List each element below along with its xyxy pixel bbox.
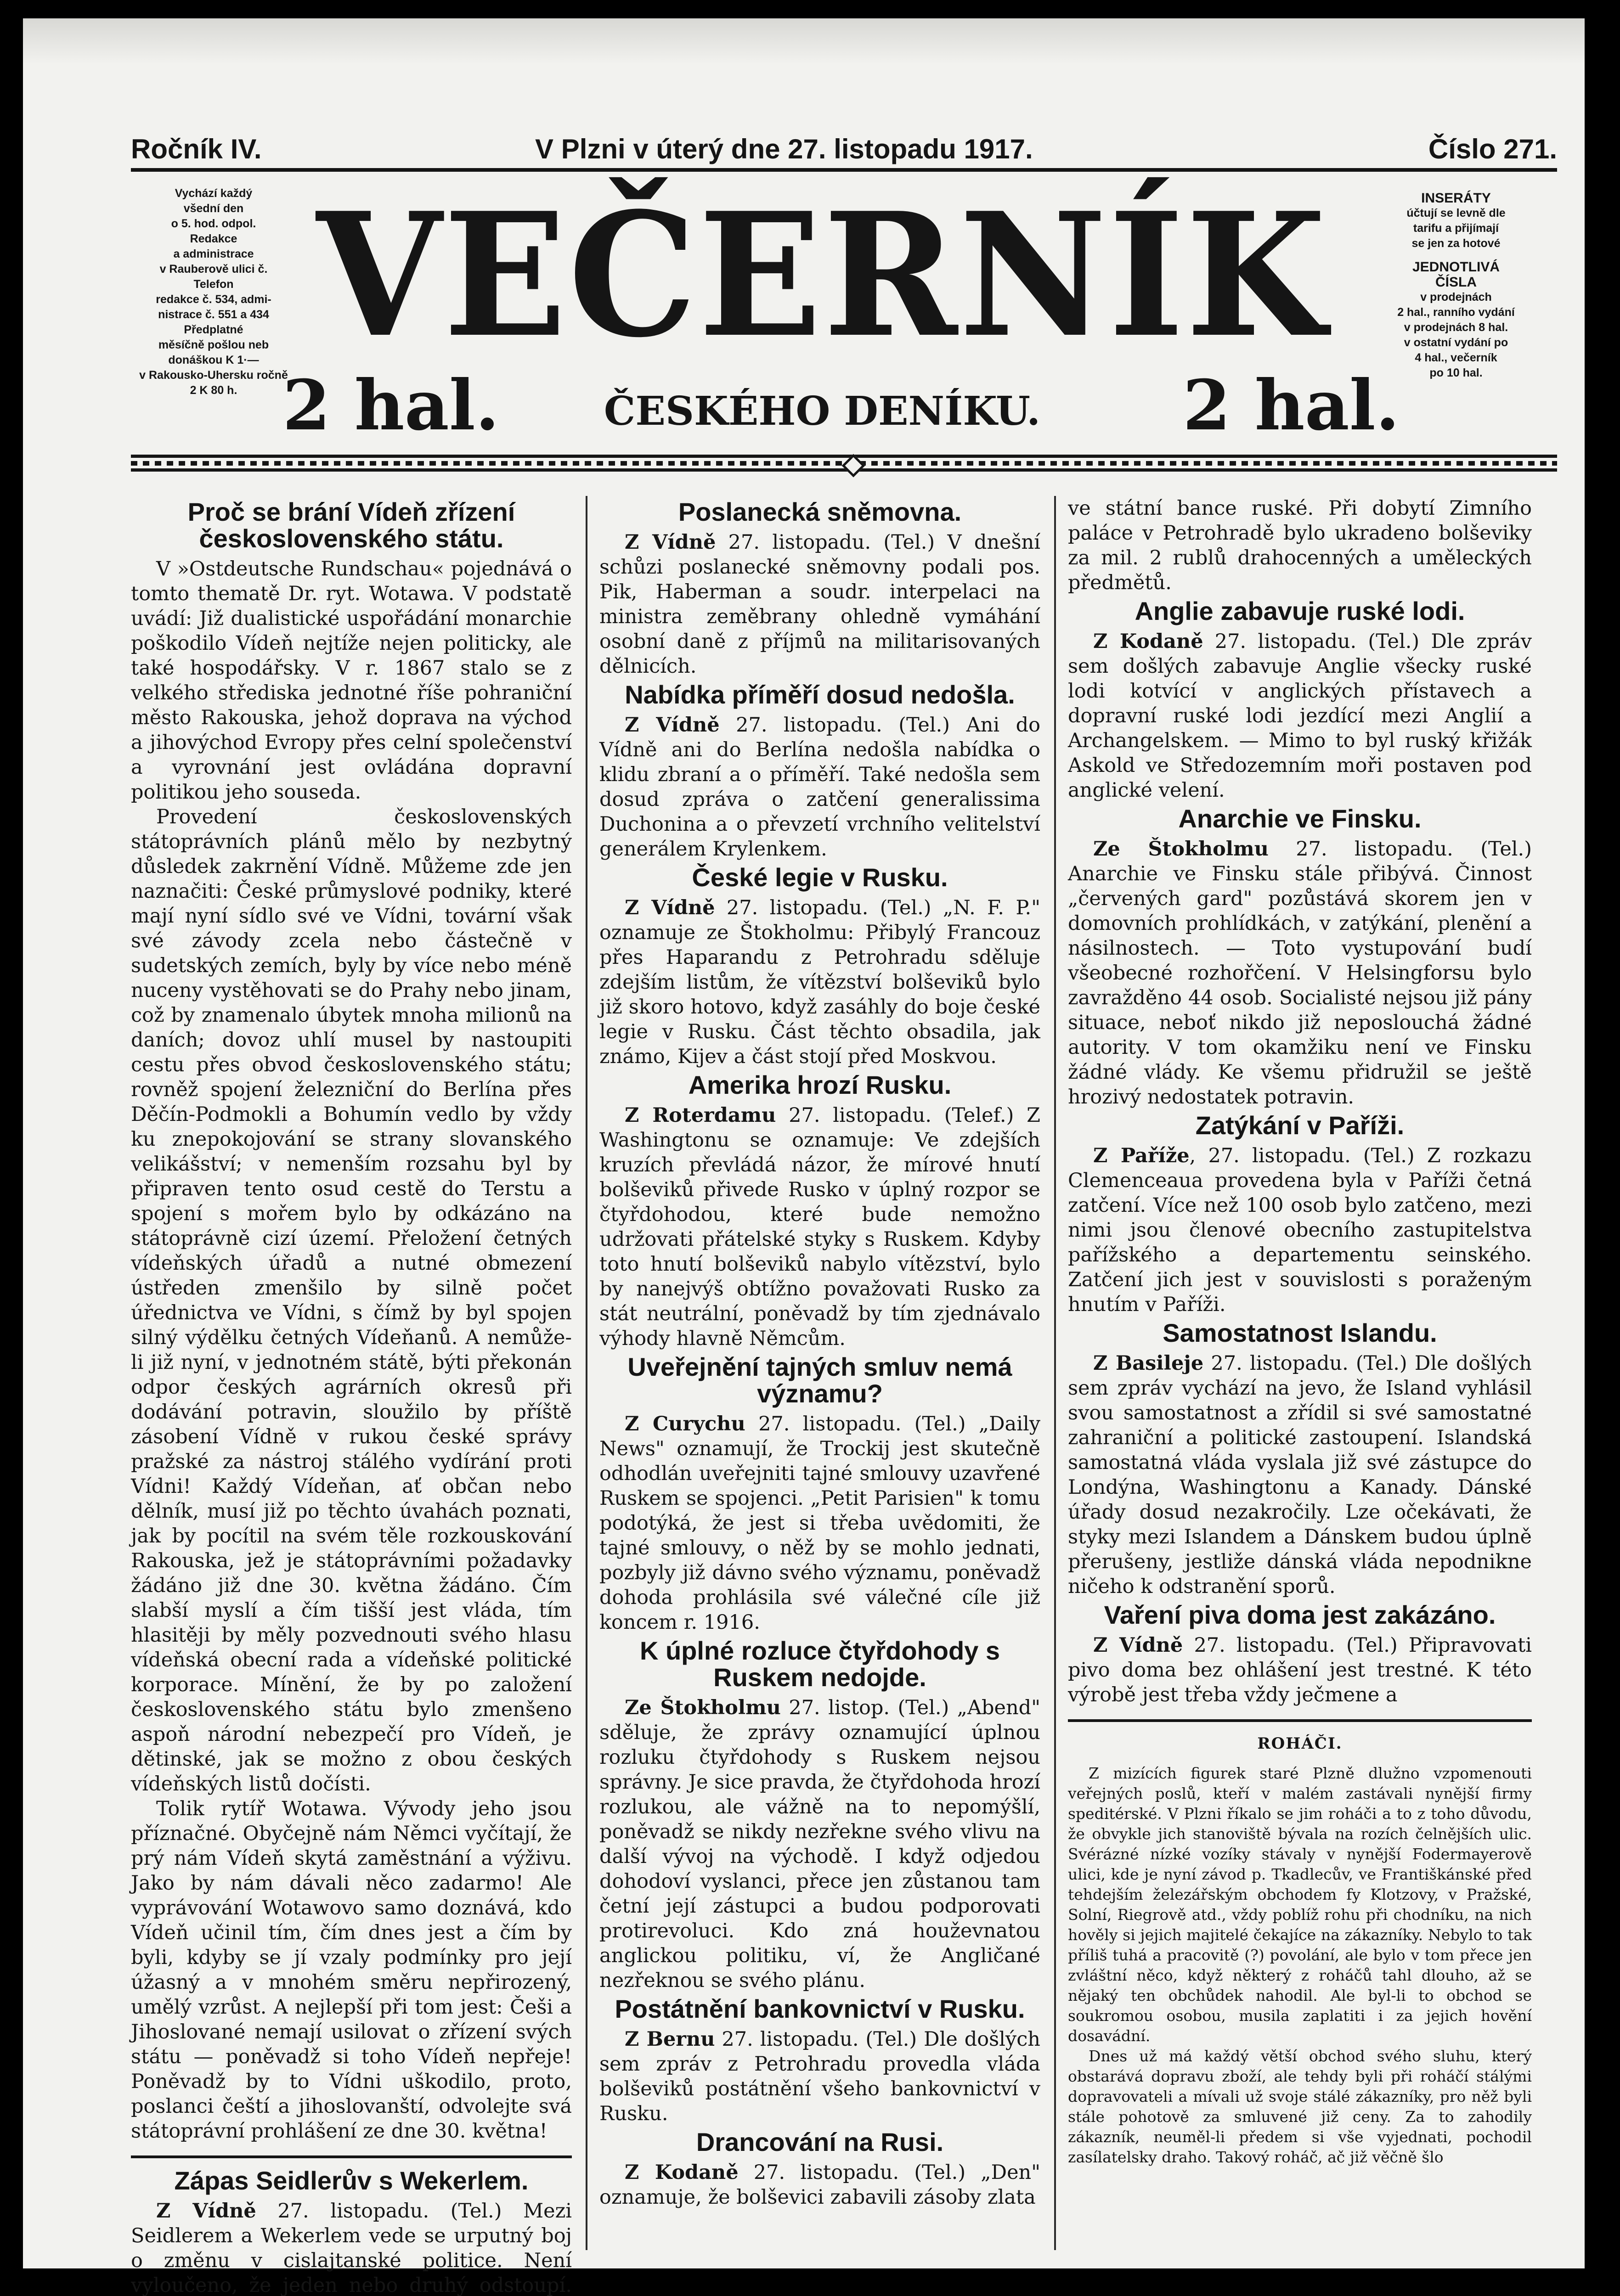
article-heading: Uveřejnění tajných smluv nemá významu? [627, 1352, 1012, 1408]
column-3 [1068, 496, 1532, 2167]
header-rule [131, 168, 1557, 172]
article-body: 27. listopadu. (Tel.) Ani do Vídně ani do Berlína nedošla nabídka o klidu zbraní a o příměří. Také nedošla sem dosud zpráva o zatčení generalissima Duchonina a o převzetí vrchního velitelství generálem Krylenkem. [599, 714, 1040, 861]
article-body: 27. listopadu. (Tel.) „Daily News" oznamují, že Trockij jest skutečně odhodlán uveřejniti tajné smlouvy uzavřené Ruskem se spojenci. „Petit Parisien" k tomu podotýká, že jest si třeba uvědomiti, že tajné smlouvy, o něž by se mohlo jednati, pozbyly již dávno svého významu, poněvadž dohoda prohlásila své válečné cíle již koncem r. 1916. [599, 1412, 1040, 1634]
right-box-line: v prodejnách 8 hal. [1404, 321, 1508, 334]
left-box-line: všední den [183, 202, 244, 215]
left-box-line: v Rauberově ulici č. [159, 263, 268, 276]
article-body: 27. listopadu. (Tel.) „Den" oznamuje, že bolševici zabavili zásoby zlata [599, 2161, 1040, 2209]
right-box-line: po 10 hal. [1429, 366, 1483, 379]
article-paragraph [599, 1103, 1040, 1351]
article-body: 27. listopadu. (Tel.) „N. F. P." oznamuje ze Štokholmu: Přibylý Francouz přes Haparandu z Petrohradu sděluje zdejším listům, že vítězství bolševiků bylo již skoro hotovo, když zasáhly do boje české legie v Rusku. Část těchto obsadila, jak známo, Kijev a část stojí před Moskvou. [599, 896, 1040, 1068]
left-box-line: 2 K 80 h. [190, 384, 237, 397]
volume-label: Ročník IV. [131, 134, 262, 164]
right-box-line: v prodejnách [1420, 291, 1492, 304]
article-continuation: ve státní bance ruské. Při dobytí Zimního paláce v Petrohradě bylo ukradeno bolševiky za mil. 2 rublů drahocenných a uměleckých předmětů. [1068, 497, 1532, 594]
dateline-place: Z Paříže [1093, 1144, 1190, 1167]
column-1 [131, 496, 572, 2296]
dateline-place: Z Vídně [625, 896, 715, 919]
dateline-place: Z Vídně [625, 531, 716, 554]
article-body: 27. listopadu. (Tel.) Připravovati pivo doma bez ohlášení jest trestné. K této výrobě jest třeba vždy ječmene a [1068, 1634, 1532, 1706]
left-box-line: redakce č. 534, admi- [156, 293, 271, 306]
article-paragraph [599, 1412, 1040, 1635]
column-rule [586, 496, 587, 2250]
dateline-place: Z Curychu [625, 1412, 745, 1435]
article-heading: České legie v Rusku. [692, 863, 948, 892]
article-body: 27. listopadu. (Telef.) Z Washingtonu se oznamuje: Ve zdejších kruzích převládá názor, že mírové hnutí bolševiků přivede Rusko v úplný rozpor se čtyřdohodou, které bude nemožno udržovati přátelské styky s Ruskem. Kdyby toto hnutí bolševiků nabylo vítězství, bylo by nanejvýš obtížno považovati Rusko za stát neutrální, poněvadž by tím zjednávalo výhody hlavně Němcům. [599, 1104, 1040, 1350]
left-box-line: donáškou K 1·— [168, 354, 259, 366]
dateline: V Plzni v úterý dne 27. listopadu 1917. [535, 134, 1033, 164]
column-rule [1054, 496, 1056, 2250]
price-right: 2 hal. [1183, 365, 1400, 446]
right-box-line: 4 hal., večerník [1415, 351, 1497, 364]
article-paragraph: V »Ostdeutsche Rundschau« pojednává o tomto thematě Dr. ryt. Wotawa. V podstatě uvádí: Již dualistické uspořádání monarchie poškodilo Vídeň nejtíže nejen politicky, ale také hospodářsky. V r. 1867 stalo se z velkého střediska jednotné říše pohraniční město Rakouska, jehož doprava na východ a jihovýchod Evropy přes celní společenství a vyrovnání jest ovládána dopravní politikou jeho souseda. [131, 557, 572, 804]
dateline-place: Z Kodaně [625, 2161, 739, 2184]
masthead-title: VEČERNÍK [316, 176, 1328, 375]
right-box-line: účtují se levně dle [1406, 207, 1506, 219]
right-box-line: ČÍSLA [1435, 275, 1477, 290]
right-box-line: INSERÁTY [1421, 191, 1491, 206]
article-heading: Samostatnost Islandu. [1163, 1318, 1437, 1347]
article-heading: Vaření piva doma jest zakázáno. [1104, 1600, 1496, 1629]
right-info-box [1383, 191, 1530, 381]
article-body: 27. listopadu. (Tel.) Mezi Seidlerem a Wekerlem vede se urputný boj o změnu v cislajtanské politice. Není vyloučeno, že jeden nebo druhý odstoupí. [131, 2200, 572, 2296]
dateline-place: Z Vídně [156, 2200, 256, 2223]
article-separator [1068, 1719, 1532, 1722]
article-paragraph [1068, 837, 1532, 1109]
masthead-subtitle: ČESKÉHO DENÍKU. [604, 388, 1041, 434]
article-paragraph [599, 2027, 1040, 2126]
article-heading: Postátnění bankovnictví v Rusku. [615, 1994, 1025, 2023]
right-box-line: tarifu a přijímají [1413, 222, 1499, 235]
article-body: 27. listopadu. (Tel.) Dle došlých sem zpráv z Petrohradu provedla vláda bolševiků postátnění všeho bankovnictví v Rusku. [599, 2028, 1040, 2125]
article-body: 27. listopadu. (Tel.) V dnešní schůzi poslanecké sněmovny podali pos. Pik, Haberman a soudr. interpelaci na ministra zeměbrany ohledně vymáhání osobní daně z příjmů na militarisovaných dělnicích. [599, 531, 1040, 678]
article-paragraph [599, 2160, 1040, 2210]
article-body: 27. listop. (Tel.) „Abend" sděluje, že zprávy oznamující úplnou rozluku čtyřdohody s Ruskem nejsou správny. Je sice pravda, že čtyřdohoda hrozí rozlukou, ale vážně na to nepomýšlí, poněvadž se nikdy nezřekne svého vlivu na další vývoj na východě. I když odjedou dohodoví vyslanci, přece jen zůstanou tam četní její zástupci a budou podporovati protirevoluci. Kdo zná houževnatou anglickou politiku, ví, že Angličané nezřeknou se svého plánu. [599, 1696, 1040, 1992]
feuilleton-title: ROHÁČI. [1257, 1734, 1343, 1753]
article-paragraph [599, 895, 1040, 1069]
article-heading: Nabídka příměří dosud nedošla. [625, 680, 1015, 709]
article-heading: Zápas Seidlerův s Wekerlem. [174, 2166, 529, 2195]
article-paragraph [131, 2199, 572, 2296]
left-box-line: a administrace [173, 248, 254, 260]
article-heading: Drancování na Rusi. [696, 2127, 944, 2156]
left-box-line: o 5. hod. odpol. [171, 217, 256, 230]
left-box-line: v Rakousko-Uhersku ročně [139, 369, 288, 382]
dateline-place: Z Vídně [625, 714, 720, 737]
article-body: 27. listopadu. (Tel.) Dle zpráv sem došlých zabavuje Anglie všecky ruské lodi kotvící v anglických přístavech a dopravní ruské lodi jezdící mezi Anglií a Archangelskem. — Mimo to byl ruský křižák Askold ve Středozemním moři postaven pod anglické velení. [1068, 630, 1532, 802]
left-box-line: měsíčně pošlou neb [158, 338, 269, 351]
left-box-line: Předplatné [184, 323, 243, 336]
feuilleton-rohaci [1068, 1731, 1532, 2167]
left-box-line: Telefon [193, 278, 234, 291]
feuilleton-paragraph: Dnes už má každý větší obchod svého sluhu, který obstarává dopravu zboží, ale tehdy byli při roháčí stálými dopravovateli a mívali už svoje stálé zákazníky, pro něž byli stále pohotově za smluvené již ceny. Za to zahodily zákazník, neuměl-li předem si vše vyjednati, pochodil zasílatelsky draho. Takový roháč, ač již věčně šlo [1068, 2047, 1532, 2166]
ornament-bar-top [131, 455, 1557, 458]
newspaper-page [23, 18, 1585, 2296]
article-heading: Anarchie ve Finsku. [1178, 804, 1422, 833]
dateline-place: Z Basileje [1093, 1352, 1204, 1375]
article-heading: Amerika hrozí Rusku. [688, 1070, 952, 1099]
page-top-shadow [23, 18, 1585, 64]
right-box-line: v ostatní vydání po [1404, 336, 1508, 349]
article-paragraph: Tolik rytíř Wotawa. Vývody jeho jsou příznačné. Obyčejně nám Němci vyčítají, že prý nám Vídeň skytá zaměstnání a výživu. Jako by nám dávali něco zadarmo! Ale vyprávování Wotawovo samo doznává, kdo Vídeň učinil tím, čím dnes jest a čím by byli, kdyby se jí vzaly podmínky pro její úžasný a v mnohém směru nepřirozený, umělý vzrůst. A nejlepší při tom jest: Češi a Jihoslované nemají usilovat o zřízení svých státu — poněvadž si toho Vídeň nepřeje! Poněvadž by to Vídni uškodilo, proto, poslanci čeští a jihoslovanští, odvolejte svá státoprávní prohlášení ze dne 30. května! [131, 1797, 572, 2143]
dateline-bar [131, 133, 1557, 168]
column-2 [599, 496, 1040, 2210]
article-heading: Zatýkání v Paříži. [1195, 1111, 1405, 1140]
article-body: 27. listopadu. (Tel.) Dle došlých sem zpráv vychází na jevo, že Island vyhlásil svou samostatnost a zřídil si své samostatné zahraniční a politické zastoupení. Islandská samostatná vláda vyslala již své zástupce do Londýna, Washingtonu a Kanady. Dánské úřady dosud nezakročily. Lze očekávati, že styky mezi Islandem a Dánskem budou úplně přerušeny, jestliže dánská vláda nepodnikne ničeho k odstranění sporů. [1068, 1352, 1532, 1598]
article-paragraph [1068, 1633, 1532, 1707]
dateline-place: Z Roterdamu [625, 1104, 776, 1127]
article-paragraph: Provedení československých státoprávních plánů mělo by nezbytný důsledek zakrnění Vídně. Můžeme zde jen naznačiti: České průmyslové podniky, které mají nyní sídlo své ve Vídni, tovární však své závody zcela nebo částečně v sudetských zemích, byly by více nebo méně nuceny vystěhovati se do Prahy nebo jinam, což by znamenalo úbytek mnoha milionů na daních; dovoz uhlí musel by nastoupiti cestu přes obvod československého státu; rovněž spojení železniční do Berlína přes Děčín-Podmokli a Bohumín vedlo by vždy ku znepokojování se strany slovanského velikášství; v nemenším rozsahu byl by připraven tento osud cestě do Terstu a spojení s mořem bylo by odkázáno na státoprávně cizí území. Přeložení četných vídeňských úřadů a nutné obmezení ústředen zmenšilo by silně počet úřednictva ve Vídni, s čímž by byl spojen silný výdělku četných Vídeňanů. A nemůže-li již nyní, v jednotném státě, býti překonán odpor českých agrárních okresů při dodávání potravin, sloužilo by příště zásobení Vídně v rukou české správy pražské za nástroj stálého vydírání proti Vídni! Každý Vídeňan, ať občan nebo dělník, musí již po těchto úvahách poznati, jak by pocítil na svém těle rozkouskování Rakouska, jež je státoprávními požadavky žádáno již dne 30. května žádáno. Čím slabší myslí a čím tišší jest vláda, tím hlasitěji by měly pozvednouti svého hlasu vídeňská obecní rada a vídeňské politické korporace. Mínění, že by po založení československého státu bylo zmenšeno aspoň národní nebezpečí pro Vídeň, je dětinské, jak se možno z obou českých vídeňských listů dočísti. [131, 805, 572, 1795]
article-heading: K úplné rozluce čtyřdohody s Ruskem nedojde. [639, 1636, 1000, 1692]
ornament-bar-bottom [131, 468, 1557, 472]
left-box-line: nistrace č. 551 a 434 [158, 308, 269, 321]
article-heading: Poslanecká sněmovna. [678, 497, 962, 526]
dateline-place: Z Vídně [1093, 1634, 1183, 1657]
article-paragraph [599, 713, 1040, 861]
right-box-line: 2 hal., ranního vydání [1397, 306, 1515, 319]
article-paragraph [1068, 629, 1532, 803]
article-body: 27. listopadu. (Tel.) Anarchie ve Finsku stále přibývá. Činnost „červených gard" pozůstává skorem jen v domovních prohlídkách, v zatýkání, plenění a násilnostech. — Toto vystupování budí všeobecné rozhořčení. V Helsingforsu bylo zavražděno 44 osob. Socialisté nejsou již pány situace, neboť nikdo již neposlouchá žádné autority. V tom okamžiku není ve Finsku žádné vlády. Ke všemu přidružil se ještě hrozivý nedostatek potravin. [1068, 838, 1532, 1109]
price-left: 2 hal. [282, 365, 500, 446]
article-heading: Proč se brání Vídeň zřízení československého státu. [187, 497, 515, 553]
issue-number: Číslo 271. [1428, 134, 1557, 164]
dateline-place: Z Bernu [625, 2028, 715, 2051]
left-box-line: Vychází každý [175, 187, 253, 200]
article-paragraph [599, 1695, 1040, 1993]
article-heading: Anglie zabavuje ruské lodi. [1135, 597, 1465, 625]
article-paragraph [599, 530, 1040, 679]
dateline-place: Z Kodaně [1093, 630, 1203, 653]
dateline-place: Ze Štokholmu [1093, 838, 1269, 861]
ornamental-rule [131, 455, 1557, 473]
right-box-line: se jen za hotové [1411, 237, 1501, 250]
feuilleton-paragraph: Z mizících figurek staré Plzně dlužno vzpomenouti veřejných poslů, kteří v malém zastávali nynější firmy speditérské. V Plzni říkalo se jim roháči a to z toho důvodu, že obvykle jich stanoviště bývala na rozích čelnějších ulic. Svérázné nízké vozíky stávaly v nynější Fodermayerově ulici, kde je nyní závod p. Tkadlecův, ve Františkánské před tehdejším železářským obchodem fy Klotzovy, v Pražské, Solní, Riegrově atd., vždy poblíž rohu při chodníku, na nich hověly si jejich majitelé čekajíce na zákazníky. Nebylo to tak příliš tuhá a pracovitě (?) povolání, ale bylo v tom přece jen zvláštní něco, když některý z roháčů tahl dlouho, až se nějaký ten obchůdek nahodil. Ale byl-li to obchod se soukromou osobou, musila zaplatiti i za jejich hovění dosavádní. [1068, 1764, 1532, 2045]
article-paragraph [1068, 1143, 1532, 1317]
left-info-box [135, 186, 292, 398]
right-box-line: JEDNOTLIVÁ [1412, 259, 1500, 275]
left-box-line: Redakce [190, 232, 237, 245]
article-paragraph [1068, 1351, 1532, 1599]
article-separator [131, 2155, 572, 2158]
article-body: , 27. listopadu. (Tel.) Z rozkazu Clemenceaua provedena byla v Paříži četná zatčení. Více než 100 osob bylo zatčeno, mezi nimi jsou členové obecního zastupitelstva pařížského a departementu seinského. Zatčení jich jest v souvislosti s poraženým hnutím v Paříži. [1068, 1144, 1532, 1316]
dateline-place: Ze Štokholmu [625, 1696, 781, 1719]
